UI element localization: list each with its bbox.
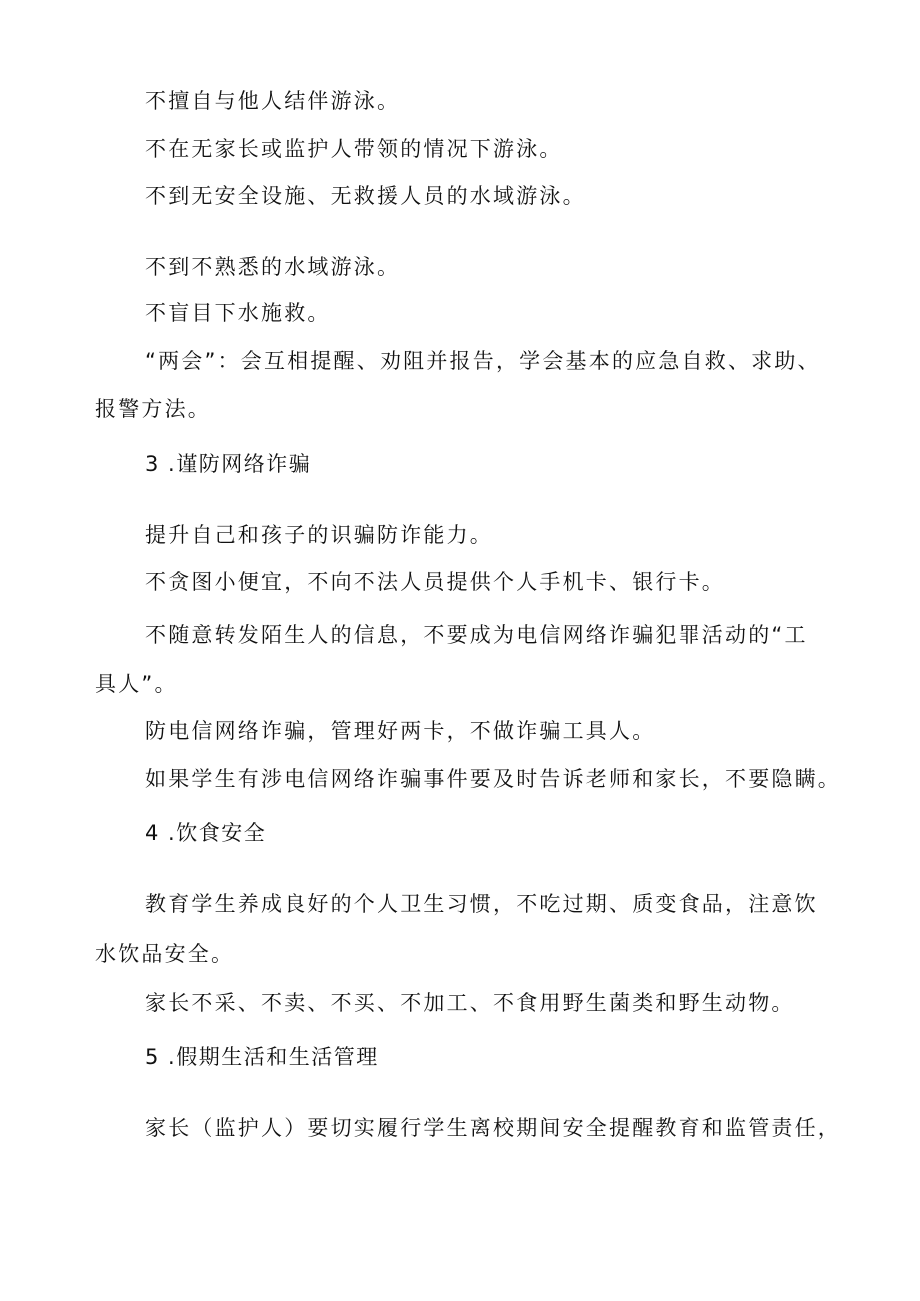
text-line: 不在无家长或监护人带领的情况下游泳。 <box>145 137 563 161</box>
text-line: 提升自己和孩子的识骗防诈能力。 <box>145 523 493 547</box>
text-line: 不到不熟悉的水域游泳。 <box>145 255 401 279</box>
section-heading: 4 .饮食安全 <box>145 821 267 845</box>
text-line: 防电信网络诈骗，管理好两卡，不做诈骗工具人。 <box>145 719 656 743</box>
text-line: “两会”：会互相提醒、劝阻并报告，学会基本的应急自救、求助、 <box>145 349 821 373</box>
text-line: 具人”。 <box>95 672 178 696</box>
text-line: 水饮品安全。 <box>95 942 235 966</box>
text-line: 不擅自与他人结伴游泳。 <box>145 89 401 113</box>
text-line: 教育学生养成良好的个人卫生习惯，不吃过期、质变食品，注意饮 <box>145 892 818 916</box>
text-line: 报警方法。 <box>95 397 211 421</box>
text-line: 如果学生有涉电信网络诈骗事件要及时告诉老师和家长，不要隐瞒。 <box>145 767 841 791</box>
text-line: 家长（监护人）要切实履行学生离校期间安全提醒教育和监管责任， <box>145 1116 841 1140</box>
text-line: 不到无安全设施、无救援人员的水域游泳。 <box>145 184 586 208</box>
text-line: 不盲目下水施救。 <box>145 301 331 325</box>
text-line: 不贪图小便宜，不向不法人员提供个人手机卡、银行卡。 <box>145 570 725 594</box>
section-heading: 3 .谨防网络诈骗 <box>145 452 312 476</box>
section-heading: 5 .假期生活和生活管理 <box>145 1045 379 1069</box>
text-line: 家长不采、不卖、不买、不加工、不食用野生菌类和野生动物。 <box>145 991 795 1015</box>
text-line: 不随意转发陌生人的信息，不要成为电信网络诈骗犯罪活动的“工 <box>145 623 808 647</box>
